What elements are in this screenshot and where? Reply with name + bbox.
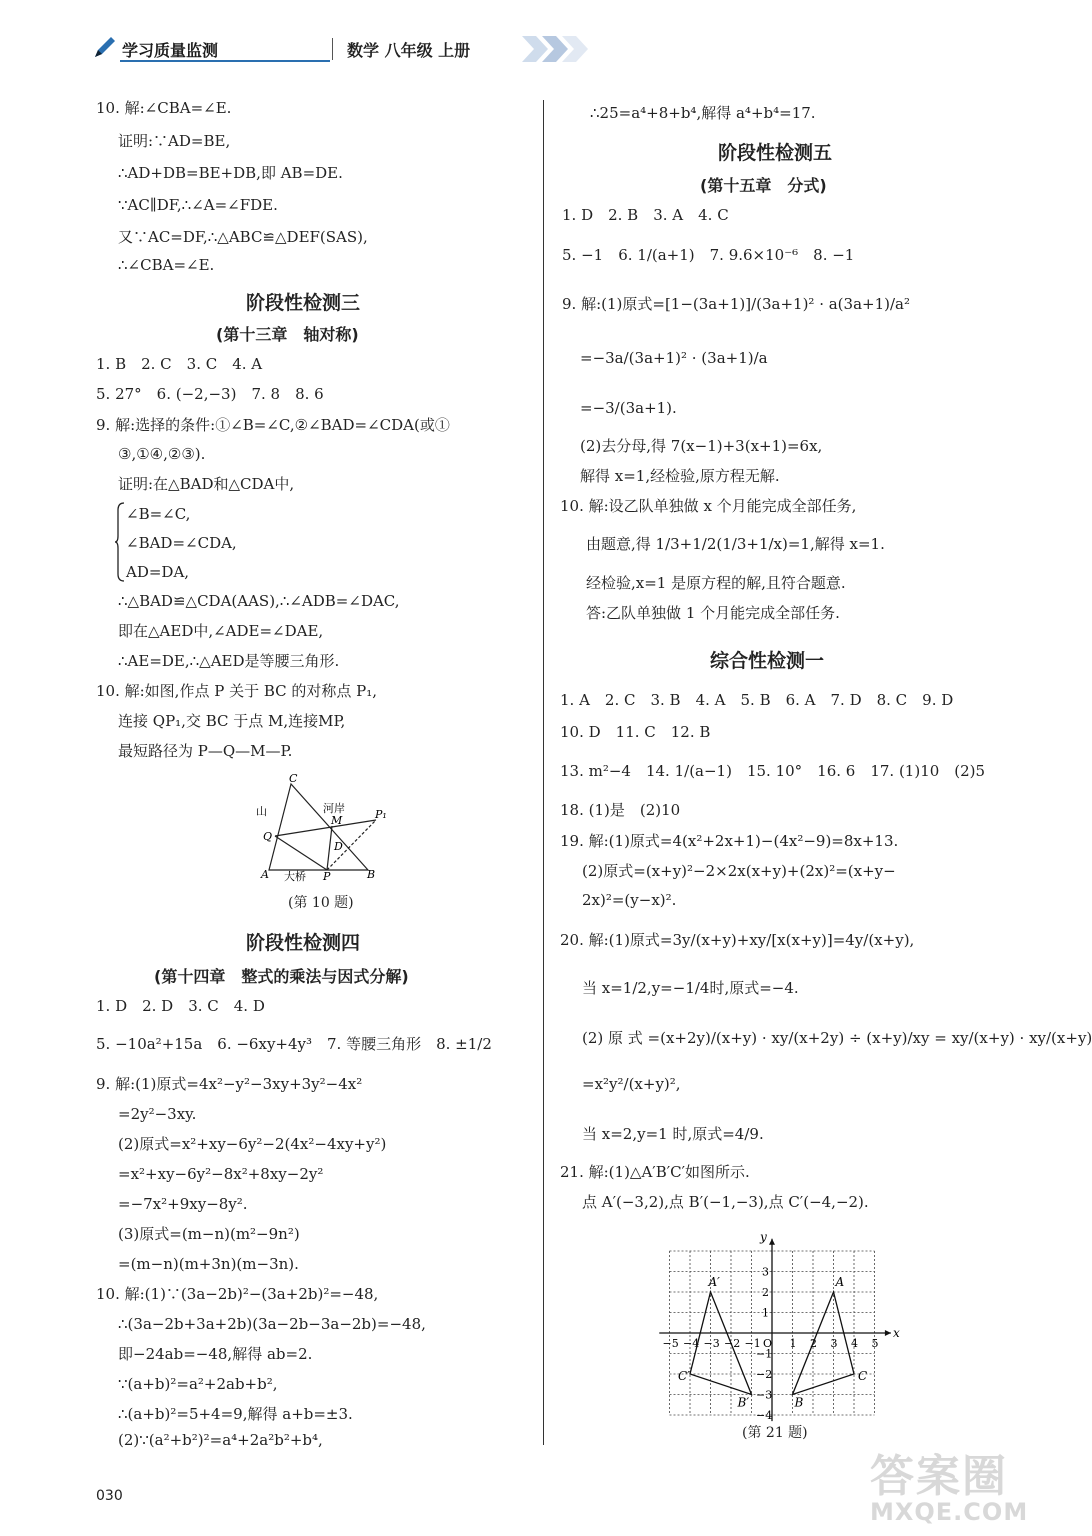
answer-line: ∴25=a⁴+8+b⁴,解得 a⁴+b⁴=17.	[590, 104, 816, 122]
answer-line: ∴AD+DB=BE+DB,即 AB=DE.	[118, 164, 343, 182]
answer-line: 当 x=1/2,y=−1/4时,原式=−4.	[582, 979, 799, 997]
page-header	[92, 34, 492, 64]
answer-line: 证明:在△BAD和△CDA中,	[118, 475, 295, 493]
answer-line: 答:乙队单独做 1 个月能完成全部任务.	[586, 604, 840, 622]
answer-line: 1. D 2. D 3. C 4. D	[96, 997, 265, 1015]
x-tick-label: 2	[810, 1337, 817, 1350]
answer-line: 1. D 2. B 3. A 4. C	[562, 206, 729, 224]
segment-qp	[275, 836, 327, 870]
answer-line: 解得 x=1,经检验,原方程无解.	[580, 467, 780, 485]
brace-icon	[114, 502, 126, 582]
answer-line: ∵AC∥DF,∴∠A=∠FDE.	[118, 196, 278, 214]
label-mountain: 山	[256, 805, 267, 818]
answer-line: ∵(a+b)²=a²+2ab+b²,	[118, 1375, 278, 1393]
answer-line: (2)∵(a²+b²)²=a⁴+2a²b²+b⁴,	[118, 1431, 323, 1449]
answer-line: 即−24ab=−48,解得 ab=2.	[118, 1345, 313, 1363]
answer-line: =2y²−3xy.	[118, 1105, 197, 1123]
point-label: C′	[678, 1369, 690, 1383]
answer-line: 10. 解:(1)∵(3a−2b)²−(3a+2b)²=−48,	[96, 1285, 379, 1303]
header-separator	[332, 38, 333, 60]
x-tick-label: 3	[830, 1337, 838, 1350]
answer-line: =−3a/(3a+1)² · (3a+1)/a	[580, 349, 768, 367]
label-a: A	[261, 868, 269, 881]
answer-line: 19. 解:(1)原式=4(x²+2x+1)−(4x²−9)=8x+13.	[560, 832, 899, 850]
label-p: P	[323, 870, 331, 883]
answer-line: =(m−n)(m+3n)(m−3n).	[118, 1255, 299, 1273]
x-tick-label: −1	[744, 1337, 761, 1350]
answer-line: 9. 解:(1)原式=4x²−y²−3xy+3y²−4x²	[96, 1075, 363, 1093]
answer-line: 当 x=2,y=1 时,原式=4/9.	[582, 1125, 764, 1143]
section-subtitle: (第十五章 分式)	[700, 176, 827, 195]
y-tick-label: 2	[762, 1286, 769, 1299]
label-d: D	[334, 840, 343, 853]
x-tick-label: −3	[703, 1337, 720, 1350]
book-title: 学习质量监测	[122, 41, 219, 60]
point-label: B	[794, 1395, 804, 1410]
point-label: C	[858, 1369, 868, 1383]
answer-line: 10. 解:设乙队单独做 x 个月能完成全部任务,	[560, 497, 857, 515]
answer-line: =−7x²+9xy−8y².	[118, 1195, 248, 1213]
answer-line: 即在△AED中,∠ADE=∠DAE,	[118, 622, 324, 640]
axes	[659, 1230, 900, 1421]
pen-icon	[92, 34, 118, 60]
label-p1: P₁	[375, 808, 387, 821]
answer-line: 9. 解:选择的条件:①∠B=∠C,②∠BAD=∠CDA(或①	[96, 416, 450, 434]
answer-line: 10. 解:∠CBA=∠E.	[96, 99, 232, 117]
segment-mp	[327, 826, 332, 870]
y-tick-label: −3	[756, 1388, 773, 1402]
label-b: B	[367, 868, 376, 881]
section-title: 综合性检测一	[710, 650, 825, 672]
section-title: 阶段性检测四	[246, 932, 361, 954]
answer-line: 2x)²=(y−x)².	[582, 891, 677, 909]
x-axis-label: x	[892, 1326, 900, 1340]
watermark-url: MXQE.COM	[870, 1498, 1029, 1526]
section-title: 阶段性检测五	[718, 142, 833, 164]
answer-line: 13. m²−4 14. 1/(a−1) 15. 10° 16. 6 17. (1)10 (2)5	[560, 762, 986, 780]
answer-line: AD=DA,	[126, 563, 190, 581]
label-bridge: 大桥	[284, 870, 306, 883]
x-tick-label: −4	[683, 1337, 700, 1350]
answer-line: =x²y²/(x+y)²,	[582, 1075, 681, 1093]
answer-line: 5. −10a²+15a 6. −6xy+4y³ 7. 等腰三角形 8. ±1/2	[96, 1035, 492, 1053]
answer-line: 又∵AC=DF,∴△ABC≌△DEF(SAS),	[118, 228, 368, 246]
y-tick-label: −2	[756, 1368, 773, 1381]
answer-line: ∠BAD=∠CDA,	[126, 534, 237, 552]
y-tick-label: −4	[756, 1409, 773, 1422]
answer-line: =−3/(3a+1).	[580, 399, 677, 417]
answer-line: ∴∠CBA=∠E.	[118, 256, 215, 274]
answer-line: 18. (1)是 (2)10	[560, 801, 681, 819]
point-label: A′	[708, 1275, 720, 1289]
y-tick-label: 3	[762, 1265, 769, 1279]
answer-line: 经检验,x=1 是原方程的解,且符合题意.	[586, 574, 846, 592]
page-number: 030	[96, 1488, 123, 1504]
label-c: C	[289, 772, 298, 785]
answer-line: (2) 原 式 =(x+2y)/(x+y) · xy/(x+2y) ÷ (x+y)/xy = xy/(x+y) · xy/(x+y)	[582, 1029, 1092, 1047]
answer-line: (2)去分母,得 7(x−1)+3(x+1)=6x,	[580, 437, 823, 455]
figure-10	[251, 770, 391, 883]
answer-line: ∠B=∠C,	[126, 505, 191, 523]
label-m: M	[331, 814, 343, 827]
y-axis-arrow	[769, 1239, 775, 1245]
answer-line: 10. D 11. C 12. B	[560, 723, 711, 741]
subject-label: 数学 八年级 上册	[347, 41, 471, 60]
answer-line: 点 A′(−3,2),点 B′(−1,−3),点 C′(−4,−2).	[582, 1193, 869, 1211]
answer-line: 由题意,得 1/3+1/2(1/3+1/x)=1,解得 x=1.	[586, 535, 885, 553]
section-subtitle: (第十四章 整式的乘法与因式分解)	[154, 967, 409, 986]
point-label: B′	[737, 1395, 750, 1410]
answer-line: 9. 解:(1)原式=[1−(3a+1)]/(3a+1)² · a(3a+1)/a²	[562, 295, 910, 313]
label-q: Q	[263, 830, 273, 843]
answer-line: 5. −1 6. 1/(a+1) 7. 9.6×10⁻⁶ 8. −1	[562, 246, 855, 264]
answer-line: ∴(3a−2b+3a+2b)(3a−2b−3a−2b)=−48,	[118, 1315, 426, 1333]
header-underline	[120, 60, 330, 62]
answer-line: ③,①④,②③).	[118, 445, 206, 463]
x-tick-label: O	[763, 1337, 773, 1350]
answer-line: 21. 解:(1)△A′B′C′如图所示.	[560, 1163, 750, 1181]
column-divider	[543, 100, 544, 1445]
answer-line: 5. 27° 6. (−2,−3) 7. 8 8. 6	[96, 385, 324, 403]
figure-caption: (第 21 题)	[742, 1425, 808, 1441]
x-tick-label: −5	[662, 1337, 679, 1350]
answer-line: (2)原式=x²+xy−6y²−2(4x²−4xy+y²)	[118, 1135, 387, 1153]
answer-line: 1. B 2. C 3. C 4. A	[96, 355, 263, 373]
section-title: 阶段性检测三	[246, 292, 361, 314]
figure-caption: (第 10 题)	[288, 895, 354, 911]
x-tick-label: −2	[724, 1337, 741, 1350]
section-subtitle: (第十三章 轴对称)	[216, 325, 359, 344]
x-tick-label: 5	[871, 1337, 879, 1350]
watermark-text: 答案圈	[870, 1451, 1008, 1502]
answer-line: ∴△BAD≌△CDA(AAS),∴∠ADB=∠DAC,	[118, 592, 400, 610]
answer-line: 证明:∵AD=BE,	[118, 132, 231, 150]
answer-line: 10. 解:如图,作点 P 关于 BC 的对称点 P₁,	[96, 682, 378, 700]
point-label: A	[835, 1275, 845, 1289]
triangle-a-prime	[690, 1292, 752, 1395]
answer-line: 最短路径为 P—Q—M—P.	[118, 742, 293, 760]
answer-line: ∴(a+b)²=5+4=9,解得 a+b=±3.	[118, 1405, 353, 1423]
answer-line: 1. A 2. C 3. B 4. A 5. B 6. A 7. D 8. C 9. D	[560, 691, 954, 709]
label-riverbank: 河岸	[323, 802, 345, 815]
y-tick-label: 1	[762, 1306, 769, 1320]
x-axis-arrow	[885, 1330, 891, 1336]
chevron-decoration-icon	[522, 34, 594, 64]
answer-line: (2)原式=(x+y)²−2×2x(x+y)+(2x)²=(x+y−	[582, 862, 896, 880]
y-tick-label: −1	[756, 1347, 773, 1361]
watermark	[870, 1440, 1028, 1526]
x-tick-label: 4	[851, 1337, 858, 1350]
triangle-abc	[269, 784, 368, 870]
figure-21-grid	[660, 1225, 910, 1422]
x-tick-label: 1	[789, 1337, 797, 1350]
triangle-a	[793, 1292, 855, 1395]
y-axis-label: y	[760, 1229, 767, 1244]
answer-line: =x²+xy−6y²−8x²+8xy−2y²	[118, 1165, 324, 1183]
answer-line: ∴AE=DE,∴△AED是等腰三角形.	[118, 652, 340, 670]
answer-line: (3)原式=(m−n)(m²−9n²)	[118, 1225, 300, 1243]
answer-line: 20. 解:(1)原式=3y/(x+y)+xy/[x(x+y)]=4y/(x+y),	[560, 931, 915, 949]
answer-line: 连接 QP₁,交 BC 于点 M,连接MP,	[118, 712, 346, 730]
